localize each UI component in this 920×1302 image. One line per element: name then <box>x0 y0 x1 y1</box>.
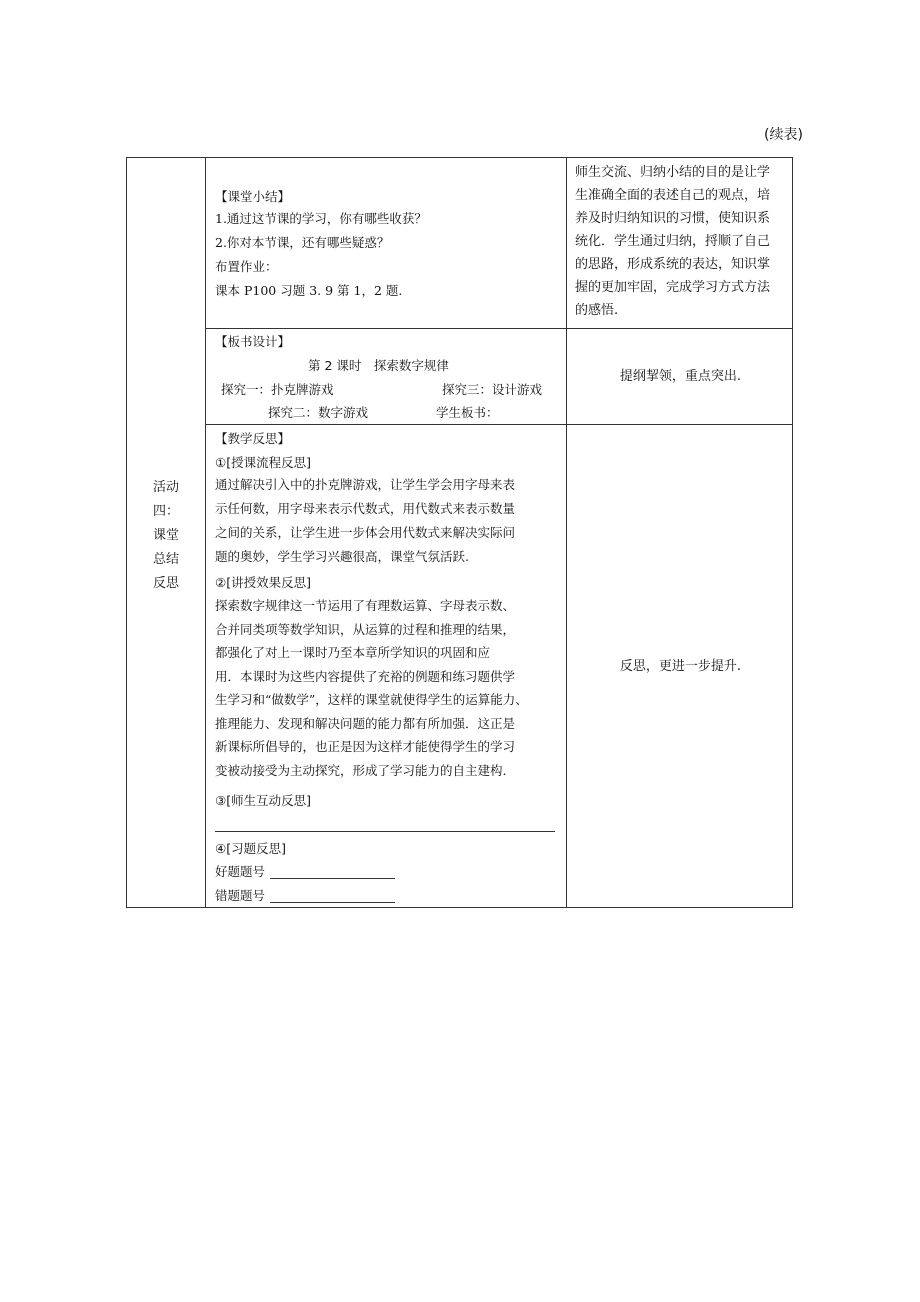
purpose-line: 的思路，形成系统的表达，知识掌 <box>575 257 771 272</box>
good-question-label: 好题题号 <box>215 864 266 879</box>
activity-label <box>127 476 205 596</box>
reflection-s1-title: ①[授课流程反思] <box>215 455 311 470</box>
reflection-s3-title: ③[师生互动反思] <box>215 793 311 808</box>
wrong-question-blank <box>270 902 395 903</box>
purpose-line: 师生交流、归纳小结的目的是让学 <box>575 165 771 180</box>
reflection-s1-body <box>215 474 515 567</box>
good-question-blank <box>270 878 395 879</box>
reflection-line: 题的奥妙，学生学习兴趣很高，课堂气氛活跃. <box>215 549 469 564</box>
reflection-note: 反思，更进一步提升. <box>619 659 742 674</box>
activity-line: 总结 <box>152 552 179 567</box>
reflection-line: 示任何数，用字母来表示代数式，用代数式来表示数量 <box>215 501 516 516</box>
board-inquiry-3: 探究三：设计游戏 <box>442 382 543 397</box>
reflection-s2-body <box>215 595 528 781</box>
column-divider <box>566 158 567 907</box>
summary-purpose <box>575 161 770 322</box>
column-divider <box>205 158 206 907</box>
reflection-line: 合并同类项等数学知识，从运算的过程和推理的结果， <box>215 621 516 637</box>
homework-text: 课本 P100 习题 3. 9 第 1，2 题. <box>215 283 403 298</box>
board-inquiry-1: 探究一：扑克牌游戏 <box>221 382 334 397</box>
activity-line: 课堂 <box>152 528 179 543</box>
homework-label: 布置作业： <box>215 259 278 274</box>
purpose-line: 养及时归纳知识的习惯，使知识系 <box>575 211 771 226</box>
reflection-line: 用．本课时为这些内容提供了充裕的例题和练习题供学 <box>215 668 516 684</box>
reflection-line: 新课标所倡导的，也正是因为这样才能使得学生的学习 <box>215 739 516 754</box>
purpose-line: 的感悟. <box>575 303 619 318</box>
board-title: 第 2 课时 探索数字规律 <box>308 358 449 373</box>
summary-question-1: 1.通过这节课的学习，你有哪些收获？ <box>215 211 427 226</box>
continued-label: (续表) <box>764 127 803 143</box>
reflection-line: 探索数字规律这一节运用了有理数运算、字母表示数、 <box>215 598 516 613</box>
row-divider <box>205 328 792 329</box>
reflection-line: 都强化了对上一课时乃至本章所学知识的巩固和应 <box>215 645 491 660</box>
summary-question-2: 2.你对本节课，还有哪些疑惑？ <box>215 235 390 250</box>
reflection-line: 通过解决引入中的扑克牌游戏，让学生学会用字母来表 <box>215 477 516 492</box>
lesson-table <box>126 157 793 908</box>
activity-line: 反思 <box>152 576 179 591</box>
wrong-question-label: 错题题号 <box>215 888 266 903</box>
summary-heading: 【课堂小结】 <box>215 189 291 204</box>
board-inquiry-2: 探究二：数字游戏 <box>268 405 369 420</box>
activity-line: 活动 <box>152 480 179 495</box>
purpose-line: 统化．学生通过归纳，捋顺了自己 <box>575 234 771 249</box>
board-heading: 【板书设计】 <box>215 334 291 349</box>
reflection-s4-title: ④[习题反思] <box>215 841 286 856</box>
student-board-label: 学生板书： <box>436 405 499 420</box>
reflection-s2-title: ②[讲授效果反思] <box>215 575 311 590</box>
board-note: 提纲挈领，重点突出. <box>619 369 742 384</box>
reflection-line: 变被动接受为主动探究，形成了学习能力的自主建构. <box>215 762 507 778</box>
purpose-line: 生准确全面的表述自己的观点，培 <box>575 188 771 203</box>
row-divider <box>205 424 792 425</box>
reflection-line: 之间的关系，让学生进一步体会用代数式来解决实际问 <box>215 525 516 540</box>
reflection-line: 推理能力、发现和解决问题的能力都有所加强．这正是 <box>215 715 516 731</box>
purpose-line: 握的更加牢固，完成学习方式方法 <box>575 280 771 295</box>
reflection-heading: 【教学反思】 <box>215 431 291 446</box>
reflection-line: 生学习和“做数学”，这样的课堂就使得学生的运算能力、 <box>215 692 528 707</box>
interaction-blank-line <box>215 831 555 832</box>
activity-line: 四： <box>152 504 179 519</box>
